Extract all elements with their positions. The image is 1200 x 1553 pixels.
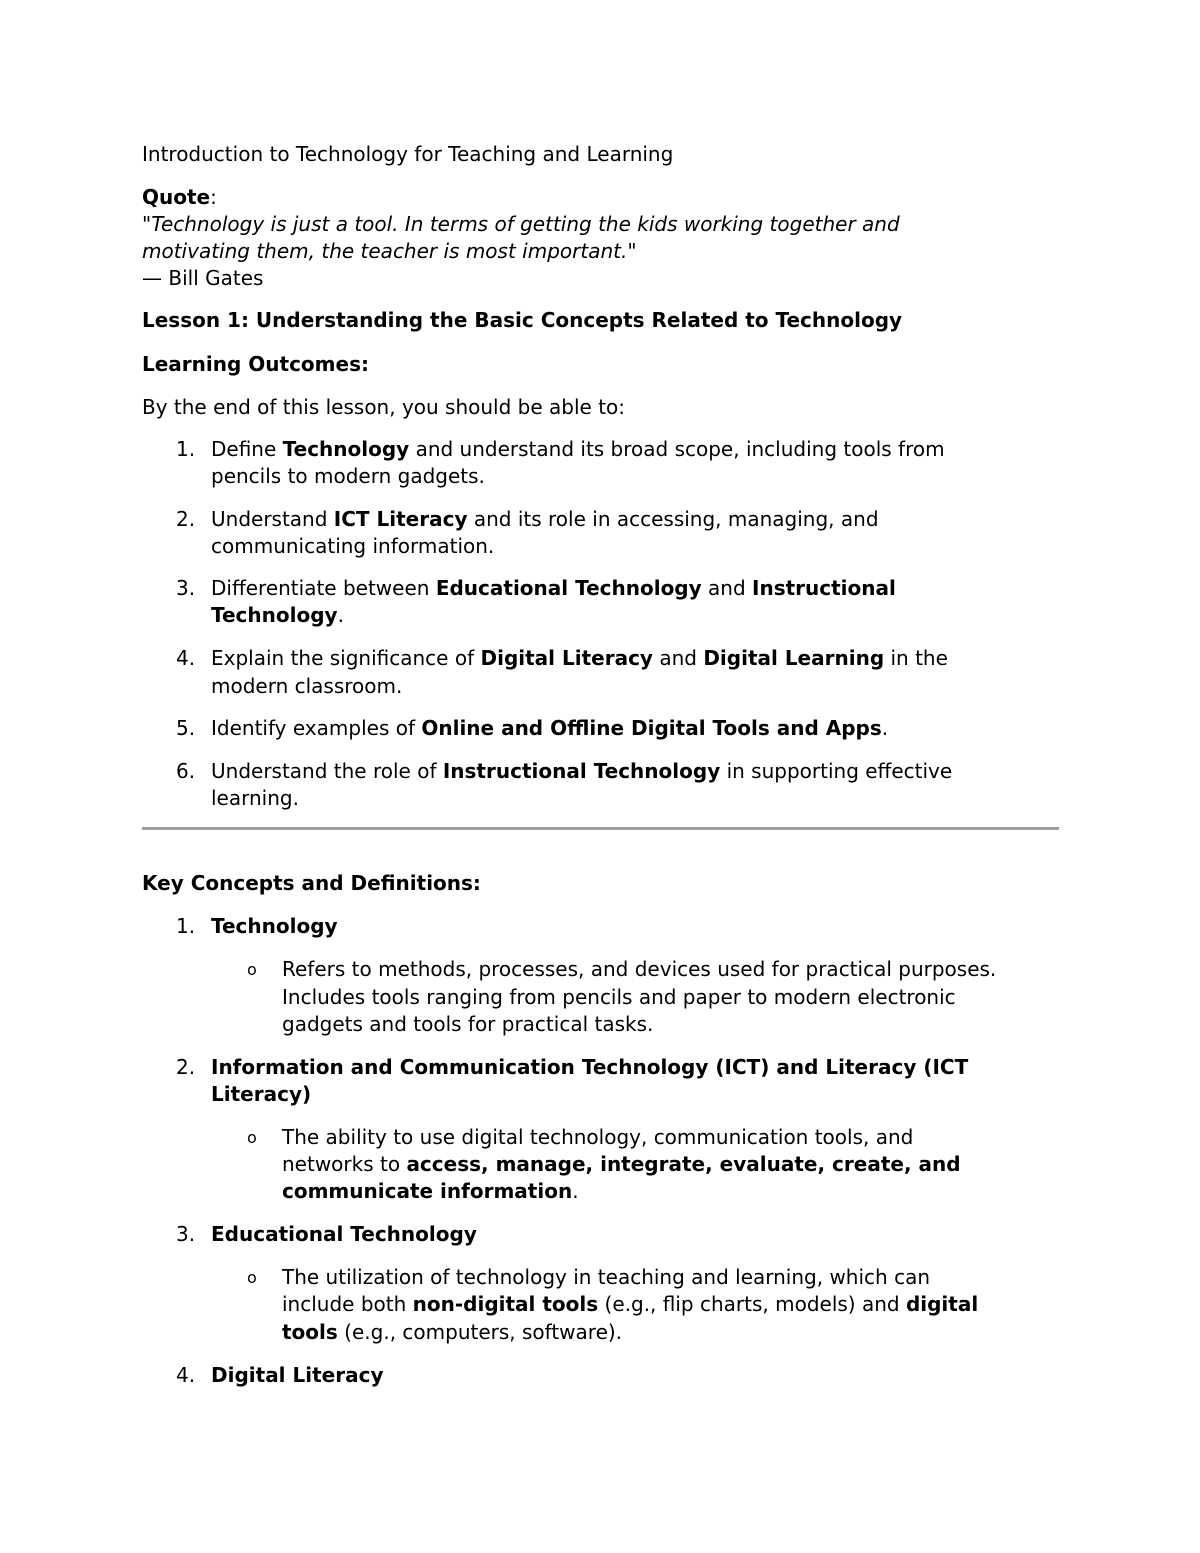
concept-4-title: Digital Literacy: [211, 1363, 384, 1387]
quote-label: Quote: [142, 185, 211, 209]
concept-text: (e.g., computers, software).: [337, 1320, 623, 1344]
lesson-title: Lesson 1: Understanding the Basic Concepts Related to Technology: [142, 308, 903, 332]
circle-bullet-icon: o: [247, 1128, 257, 1147]
quote-label-line: [142, 183, 217, 211]
outcome-text: in supporting effective: [720, 759, 953, 783]
horizontal-divider: [142, 827, 1059, 830]
outcome-term: Technology: [282, 437, 410, 461]
concept-text: .: [572, 1179, 579, 1203]
outcome-text: Understand the role of: [211, 759, 443, 783]
concept-term: tools: [282, 1320, 338, 1344]
outcome-number: 6.: [176, 759, 196, 783]
outcome-text: Identify examples of: [211, 716, 422, 740]
outcome-text: Differentiate between: [211, 576, 436, 600]
concept-number: 4.: [176, 1363, 196, 1387]
concept-3-line-1: The utilization of technology in teaching and learning, which can: [282, 1265, 930, 1289]
circle-bullet-icon: o: [247, 1268, 257, 1287]
concept-term: non-digital tools: [412, 1292, 599, 1316]
outcome-1-line-1: [211, 435, 945, 463]
concept-2-line-2: [282, 1150, 961, 1178]
concept-1-line-2: Includes tools ranging from pencils and paper to modern electronic: [282, 985, 956, 1009]
quote-author: — Bill Gates: [142, 266, 264, 290]
circle-bullet-icon: o: [247, 960, 257, 979]
outcome-1-line-2: pencils to modern gadgets.: [211, 464, 485, 488]
concept-number: 2.: [176, 1055, 196, 1079]
concept-number: 3.: [176, 1222, 196, 1246]
concept-3-title: Educational Technology: [211, 1222, 477, 1246]
outcome-text: in the: [884, 646, 948, 670]
concept-2-line-1: The ability to use digital technology, communication tools, and: [282, 1125, 914, 1149]
outcome-4-line-1: [211, 644, 948, 672]
concept-1-line-1: Refers to methods, processes, and devices used for practical purposes.: [282, 957, 997, 981]
concept-2-line-3: [282, 1177, 579, 1205]
key-concepts-heading: Key Concepts and Definitions:: [142, 871, 481, 895]
outcome-6-line-2: learning.: [211, 786, 299, 810]
outcome-3-line-2: [211, 601, 344, 629]
outcome-text: Explain the significance of: [211, 646, 481, 670]
document-title: Introduction to Technology for Teaching and Learning: [142, 142, 674, 166]
outcome-text: .: [337, 603, 344, 627]
outcome-term: Educational Technology: [435, 576, 702, 600]
outcome-term: Instructional: [752, 576, 896, 600]
outcome-number: 1.: [176, 437, 196, 461]
outcome-5-line-1: [211, 714, 888, 742]
outcome-number: 5.: [176, 716, 196, 740]
outcome-text: and: [701, 576, 753, 600]
outcome-term: Technology: [211, 603, 338, 627]
concept-2-title-line-2: Literacy): [211, 1082, 312, 1106]
concept-3-line-2: [282, 1290, 978, 1318]
outcome-2-line-1: [211, 505, 879, 533]
outcomes-heading: Learning Outcomes:: [142, 352, 369, 376]
outcome-text: and its role in accessing, managing, and: [467, 507, 879, 531]
outcome-term: Online and Offline Digital Tools and Apps: [421, 716, 882, 740]
outcome-text: Understand: [211, 507, 334, 531]
outcome-term: Digital Literacy: [480, 646, 653, 670]
concept-1-title: Technology: [211, 914, 338, 938]
concept-number: 1.: [176, 914, 196, 938]
quote-label-colon: :: [210, 185, 217, 209]
outcome-text: .: [881, 716, 889, 740]
outcome-number: 4.: [176, 646, 196, 670]
concept-term: communicate information: [282, 1179, 573, 1203]
concept-1-line-3: gadgets and tools for practical tasks.: [282, 1012, 654, 1036]
outcome-text: and understand its broad scope, including tools from: [409, 437, 945, 461]
concept-text: networks to: [282, 1152, 407, 1176]
concept-text: include both: [282, 1292, 413, 1316]
concept-term: access, manage, integrate, evaluate, create, and: [406, 1152, 961, 1176]
outcome-text: and: [652, 646, 704, 670]
outcome-term: Instructional Technology: [442, 759, 721, 783]
quote-line-2: motivating them, the teacher is most important.": [142, 239, 637, 263]
outcome-term: ICT Literacy: [333, 507, 468, 531]
concept-3-line-3: [282, 1318, 622, 1346]
quote-line-1: "Technology is just a tool. In terms of getting the kids working together and: [142, 212, 900, 236]
outcomes-intro: By the end of this lesson, you should be able to:: [142, 395, 626, 419]
concept-2-title-line-1: Information and Communication Technology (ICT) and Literacy (ICT: [211, 1055, 969, 1079]
concept-term: digital: [905, 1292, 979, 1316]
outcome-6-line-1: [211, 757, 952, 785]
outcome-number: 3.: [176, 576, 196, 600]
outcome-4-line-2: modern classroom.: [211, 674, 403, 698]
outcome-term: Digital Learning: [703, 646, 885, 670]
outcome-3-line-1: [211, 574, 896, 602]
concept-text: (e.g., flip charts, models) and: [598, 1292, 906, 1316]
outcome-text: Define: [211, 437, 283, 461]
outcome-2-line-2: communicating information.: [211, 534, 495, 558]
outcome-number: 2.: [176, 507, 196, 531]
